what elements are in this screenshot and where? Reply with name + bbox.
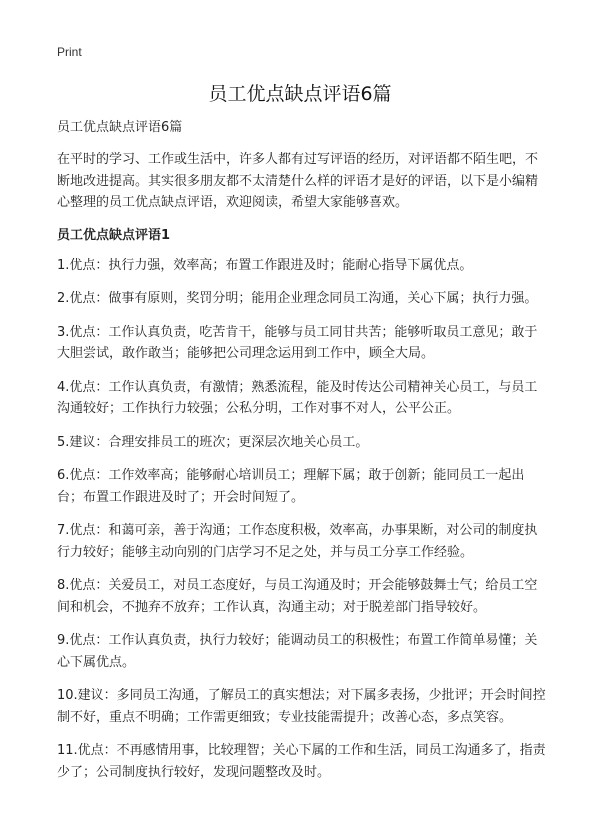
page-title: 员工优点缺点评语6篇	[208, 83, 392, 105]
list-item: 7.优点：和蔼可亲，善于沟通；工作态度积极，效率高，办事果断，对公司的制度执行力较好；能够主动向别的门店学习不足之处，并与员工分享工作经验。	[57, 523, 538, 560]
print-label[interactable]: Print	[57, 45, 82, 59]
list-item: 5.建议：合理安排员工的班次；更深层次地关心员工。	[57, 434, 369, 450]
list-item: 11.优点：不再感情用事，比较理智；关心下属的工作和生活，同员工沟通多了，指责少了；公司制度执行较好，发现问题整改及时。	[57, 743, 546, 780]
list-item: 2.优点：做事有原则，奖罚分明；能用企业理念同员工沟通，关心下属；执行力强。	[57, 291, 538, 306]
list-item: 4.优点：工作认真负责，有激情；熟悉流程，能及时传达公司精神关心员工，与员工沟通较好；工作执行力较强；公私分明，工作对事不对人，公平公正。	[57, 379, 538, 416]
intro-paragraph: 在平时的学习、工作或生活中，许多人都有过写评语的经历，对评语都不陌生吧，不断地改进提高。其实很多朋友都不太清楚什么样的评语才是好的评语，以下是小编精心整理的员工优点缺点评语，欢迎阅读，希望大家能够喜欢。	[57, 152, 539, 210]
document-subtitle: 员工优点缺点评语6篇	[57, 120, 183, 135]
list-item: 10.建议：多同员工沟通，了解员工的真实想法；对下属多表扬，少批评；开会时间控制不好，重点不明确；工作需更细致；专业技能需提升；改善心态，多点笑容。	[57, 688, 546, 725]
list-item: 8.优点：关爱员工，对员工态度好，与员工沟通及时；开会能够鼓舞士气；给员工空间和机会，不抛弃不放弃；工作认真，沟通主动；对于脱差部门指导较好。	[57, 578, 538, 615]
list-item: 1.优点：执行力强，效率高；布置工作跟进及时；能耐心指导下属优点。	[57, 257, 473, 273]
list-item: 3.优点：工作认真负责，吃苦肯干，能够与员工同甘共苦；能够听取员工意见；敢于大胆尝试，敢作敢当；能够把公司理念运用到工作中，顾全大局。	[57, 324, 538, 361]
document-body	[57, 118, 549, 795]
section-heading: 员工优点缺点评语1	[57, 227, 171, 243]
list-item: 9.优点：工作认真负责，执行力较好；能调动员工的积极性；布置工作简单易懂；关心下属优点。	[57, 633, 538, 670]
list-item: 6.优点：工作效率高；能够耐心培训员工；理解下属；敢于创新；能同员工一起出台；布置工作跟进及时了；开会时间短了。	[57, 468, 525, 505]
